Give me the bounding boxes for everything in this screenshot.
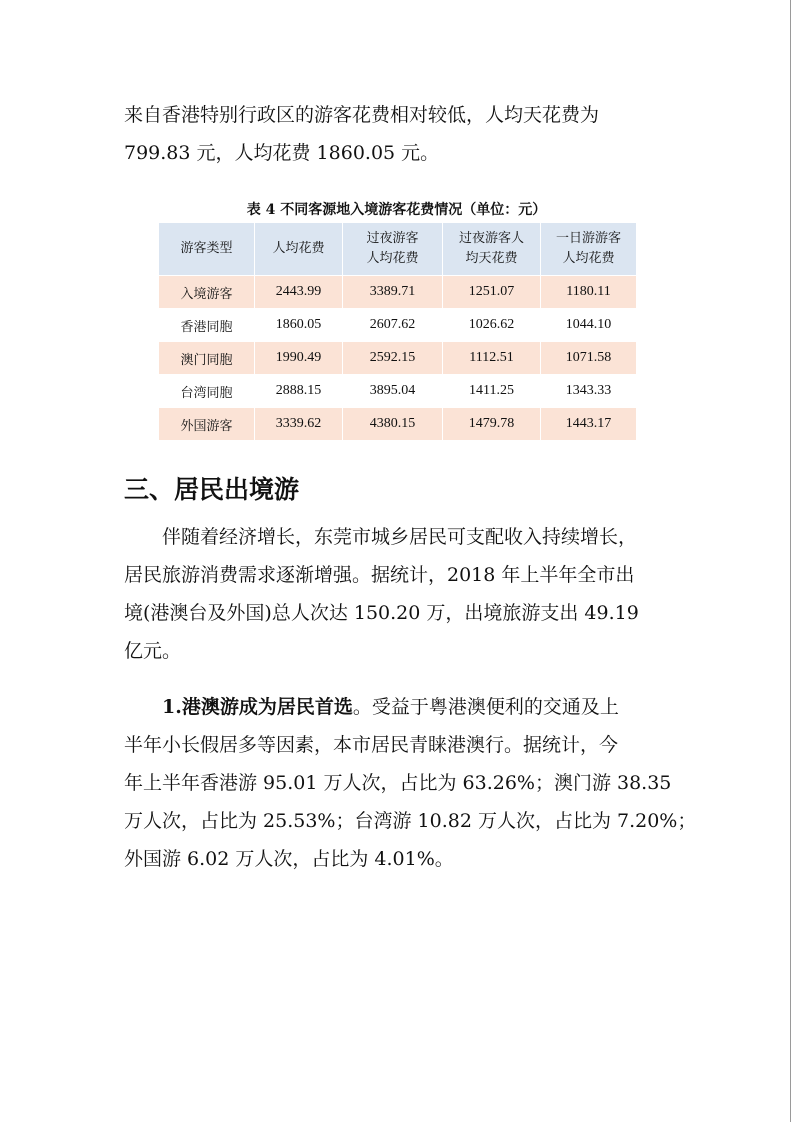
table-cell: 2888.15 (255, 375, 343, 408)
table-caption: 表 4 不同客源地入境游客花费情况（单位：元） (246, 202, 547, 218)
paragraph-line: 外国游 6.02 万人次，占比为 4.01%。 (124, 848, 454, 870)
header-text: 过夜游客人 (458, 231, 524, 246)
hk-macau-paragraph (124, 688, 697, 878)
header-text: 一日游游客 (555, 231, 621, 246)
row-label: 外国游客 (159, 408, 255, 441)
header-text: 均天花费 (465, 251, 518, 266)
paragraph-line: 居民旅游消费需求逐渐增强。据统计，2018 年上半年全市出 (124, 564, 635, 586)
table-cell: 3339.62 (255, 408, 343, 441)
row-label: 澳门同胞 (159, 342, 255, 375)
row-label: 香港同胞 (159, 309, 255, 342)
paragraph-line: 半年小长假居多等因素，本市居民青睐港澳行。据统计，今 (124, 734, 619, 756)
table-row (159, 276, 637, 309)
header-text: 人均花费 (272, 241, 325, 256)
table-cell: 2607.62 (343, 309, 443, 342)
header-overnight-avg (343, 223, 443, 276)
row-label: 入境游客 (159, 276, 255, 309)
table-cell: 1990.49 (255, 342, 343, 375)
section-heading: 三、居民出境游 (124, 475, 300, 504)
paragraph-line: 伴随着经济增长，东莞市城乡居民可支配收入持续增长， (162, 526, 638, 548)
table-cell: 1479.78 (443, 408, 541, 441)
table-row (159, 375, 637, 408)
header-daytrip-avg (541, 223, 637, 276)
header-text: 人均花费 (562, 251, 615, 266)
table-cell: 3389.71 (343, 276, 443, 309)
table-cell: 1860.05 (255, 309, 343, 342)
outbound-paragraph (124, 518, 672, 670)
table-cell: 2592.15 (343, 342, 443, 375)
header-avg-spend (255, 223, 343, 276)
table-cell: 1071.58 (541, 342, 637, 375)
table-cell: 1443.17 (541, 408, 637, 441)
paragraph-line: 境(港澳台及外国)总人次达 150.20 万，出境旅游支出 49.19 (124, 602, 639, 624)
table-header-row (159, 223, 637, 276)
header-text: 过夜游客 (366, 231, 419, 246)
table-row (159, 342, 637, 375)
intro-line: 799.83 元，人均花费 1860.05 元。 (124, 142, 440, 164)
paragraph-line: 年上半年香港游 95.01 万人次，占比为 63.26%；澳门游 38.35 (124, 772, 672, 794)
table-cell: 1180.11 (541, 276, 637, 309)
table-cell: 1251.07 (443, 276, 541, 309)
table-row (159, 408, 637, 441)
header-overnight-daily (443, 223, 541, 276)
paragraph-text: 。受益于粤港澳便利的交通及上 (352, 696, 619, 718)
table-row (159, 309, 637, 342)
paragraph-lead-title: 1.港澳游成为居民首选 (162, 696, 353, 718)
table-cell: 1026.62 (443, 309, 541, 342)
paragraph-line: 万人次，占比为 25.53%；台湾游 10.82 万人次，占比为 7.20%； (124, 810, 697, 832)
intro-line: 来自香港特别行政区的游客花费相对较低，人均天花费为 (124, 104, 600, 126)
header-text: 游客类型 (180, 241, 233, 256)
table-cell: 4380.15 (343, 408, 443, 441)
header-text: 人均花费 (366, 251, 419, 266)
table-cell: 1411.25 (443, 375, 541, 408)
paragraph-line: 亿元。 (124, 640, 182, 662)
row-label: 台湾同胞 (159, 375, 255, 408)
table-cell: 3895.04 (343, 375, 443, 408)
spending-table (158, 222, 637, 441)
paragraph-line (124, 688, 672, 726)
page-edge-line (790, 0, 791, 1122)
table-cell: 2443.99 (255, 276, 343, 309)
table-cell: 1343.33 (541, 375, 637, 408)
header-type (159, 223, 255, 276)
intro-paragraph (124, 96, 672, 172)
table-cell: 1044.10 (541, 309, 637, 342)
table-cell: 1112.51 (443, 342, 541, 375)
